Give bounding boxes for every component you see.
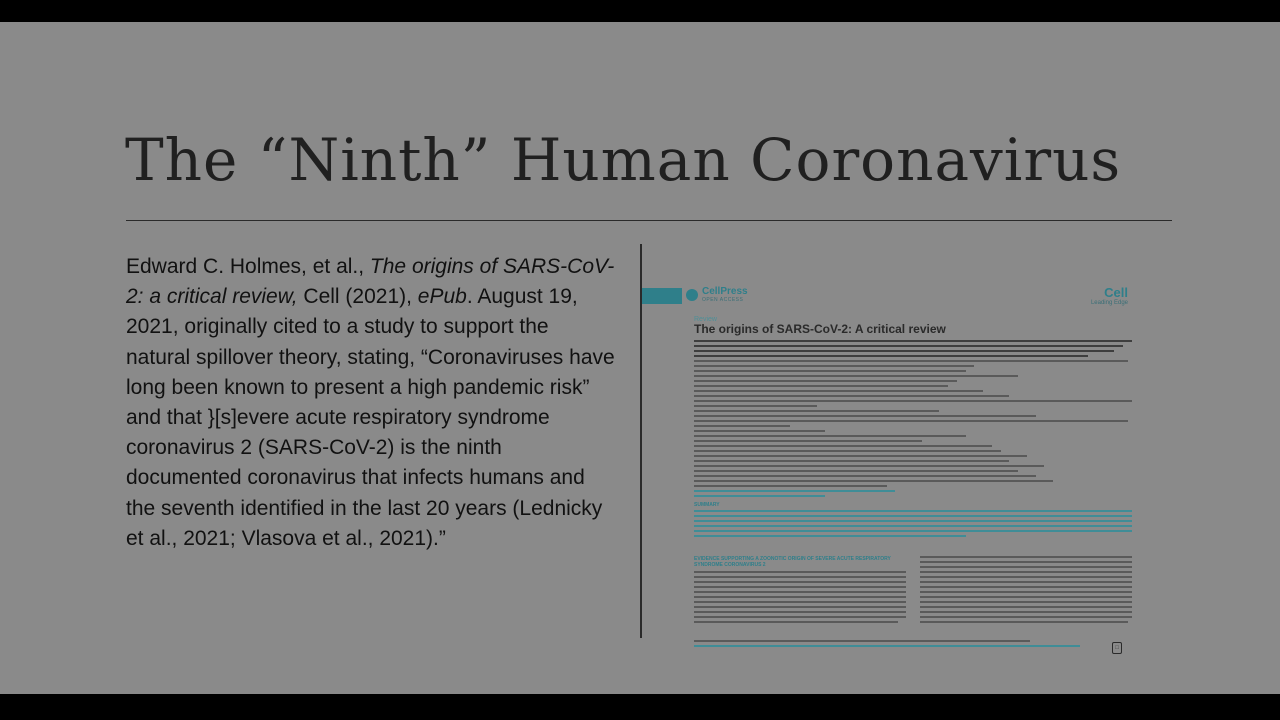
cellpress-icon (686, 289, 698, 301)
citation-text (126, 252, 616, 554)
cell-journal-sub: Leading Edge (1090, 300, 1128, 306)
paper-column-right (920, 556, 1132, 626)
citation-quote: . August 19, 2021, originally cited to a study to support the natural spillover theory, stating, “Coronaviruses have long been known to present a high pandemic risk” and that }[s]evere acute respiratory syndrome coronavirus 2 (SARS-CoV-2) is the ninth documented coronavirus that infects humans and the seventh identified in the last 20 years (Lednicky et al., 2021; Vlasova et al., 2021).” (126, 285, 615, 550)
paper-section-heading: EVIDENCE SUPPORTING A ZOONOTIC ORIGIN OF SEVERE ACUTE RESPIRATORY SYNDROME CORONAVIRUS 2 (694, 556, 891, 568)
cell-journal-logo (1091, 286, 1128, 308)
cellpress-name: CellPress (702, 286, 748, 297)
paper-authors-affiliations (694, 340, 1132, 500)
paper-teal-bar (642, 288, 682, 304)
citation-epub: ePub (417, 285, 467, 309)
citation-paper-title: The origins of SARS-CoV-2: a critical review, (126, 255, 615, 309)
cell-journal-name: Cell (1104, 285, 1128, 300)
citation-authors: Edward C. Holmes, et al., (126, 255, 370, 278)
paper-summary (694, 510, 1132, 540)
title-divider (126, 220, 1172, 221)
cellpress-sub: OPEN ACCESS (702, 297, 744, 303)
paper-title: The origins of SARS-CoV-2: A critical review (694, 322, 946, 336)
paper-footer (694, 640, 1114, 650)
paper-screenshot (642, 244, 1132, 654)
citation-journal: Cell (2021), (297, 285, 418, 309)
open-access-icon: □ (1112, 642, 1122, 654)
paper-section-label: Review (694, 316, 717, 323)
paper-column-left (694, 556, 906, 626)
cellpress-logo (686, 287, 748, 303)
slide (0, 22, 1280, 694)
paper-summary-label: SUMMARY (694, 502, 720, 508)
slide-title: The “Ninth” Human Coronavirus (125, 126, 1122, 194)
